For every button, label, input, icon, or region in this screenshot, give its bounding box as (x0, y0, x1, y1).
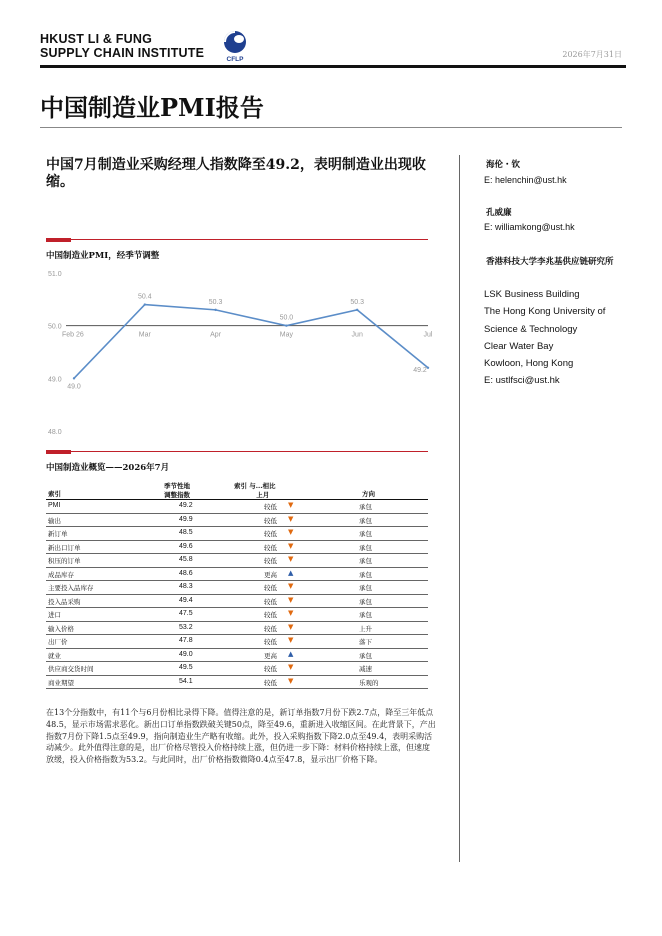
x-tick-label: Mar (138, 331, 151, 339)
col-compare-header-line1: 索引 与...相比 (234, 482, 276, 490)
row-compare: 较低 (264, 516, 277, 525)
row-index-name: 进口 (48, 611, 61, 619)
row-direction: 上升 (359, 624, 372, 633)
row-compare: 较低 (264, 584, 277, 592)
row-direction: 承包 (359, 584, 372, 592)
arrow-down-icon: ▼ (288, 609, 294, 617)
row-index-name: 积压的订单 (48, 557, 81, 565)
data-label: 49.2 (413, 366, 427, 374)
row-compare: 较低 (264, 611, 277, 619)
row-direction: 减速 (359, 665, 372, 673)
row-index-name: 输入价格 (48, 624, 74, 633)
summary-paragraph: 在13个分指数中，有11个与6月份相比录得下降。值得注意的是，新订单指数7月份下跌2.7点，降至三年低点48.5，显示市场需求恶化。新出口订单指数跌破关键50点，降至49.6，重新进入收缩区间。在此背景下，产出指数7月份下降1.5点至49.9，指向制造业生产略有收缩。此外，投入采购指数下降2.0点至49.4，表明采购活动减少。此外值得注意的是，出厂价格尽管投入价格持续上涨，但仍进一步下降：材料价格持续上涨，但速度放缓，投入价格指数为53.2。与此同时，出厂价格指数微降0.4点至47.8，显示出厂价格下降。 (46, 708, 436, 765)
col-value-header-line1: 季节性地 (164, 482, 190, 490)
pmi-data-point (356, 309, 358, 311)
arrow-down-icon: ▼ (288, 555, 294, 563)
table-row (46, 595, 428, 609)
row-value: 47.8 (179, 637, 193, 644)
col-index-header: 索引 (48, 490, 61, 498)
row-value: 48.6 (179, 569, 193, 577)
row-compare: 较低 (264, 665, 277, 673)
row-direction: 承包 (359, 651, 372, 660)
arrow-down-icon: ▼ (288, 514, 294, 523)
y-tick-label: 48.0 (48, 429, 62, 436)
col-direction-header: 方向 (362, 490, 375, 498)
row-value: 45.8 (179, 556, 193, 563)
row-compare: 较低 (264, 503, 277, 511)
arrow-down-icon: ▼ (288, 636, 294, 644)
table-row (46, 541, 428, 555)
row-direction: 承包 (359, 570, 372, 579)
arrow-up-icon: ▲ (288, 568, 294, 577)
pmi-line-chart (40, 262, 440, 442)
address-line: Science & Technology (484, 323, 578, 335)
contact-1-name: 海伦・钦 (486, 160, 521, 170)
data-label: 50.4 (137, 293, 152, 301)
row-index-name: 商业期望 (48, 678, 74, 687)
row-direction: 承包 (359, 611, 372, 619)
contact-2-name: 孔威廉 (486, 208, 512, 218)
row-value: 49.9 (179, 515, 193, 523)
table-row (46, 622, 428, 636)
pmi-data-point (214, 309, 216, 311)
row-compare: 较低 (264, 678, 277, 687)
sidebar-divider (459, 155, 460, 862)
row-index-name: 输出 (48, 516, 61, 525)
row-value: 49.0 (179, 650, 193, 658)
row-compare: 较低 (264, 530, 277, 538)
row-value: 53.2 (179, 623, 193, 631)
row-compare: 较低 (264, 557, 277, 565)
table-row (46, 635, 428, 649)
row-direction: 承包 (359, 597, 372, 606)
table-row (46, 662, 428, 676)
row-index-name: 成品库存 (48, 570, 74, 579)
pmi-overview-table (46, 482, 428, 689)
address-line: The Hong Kong University of (484, 306, 606, 318)
table-row (46, 500, 428, 514)
logo-line-1: HKUST LI & FUNG (40, 32, 153, 46)
row-index-name: 主要投入品库存 (48, 584, 94, 592)
table-body (46, 500, 428, 689)
row-direction: 承包 (359, 516, 372, 525)
chart-section-rule (46, 239, 428, 240)
row-index-name: 出厂价 (48, 638, 68, 646)
chart-section-title: 中国制造业PMI，经季节调整 (46, 251, 160, 261)
table-row (46, 554, 428, 568)
row-value: 49.2 (179, 502, 193, 509)
row-compare: 更高 (264, 570, 277, 579)
row-direction: 承包 (359, 543, 372, 552)
row-compare: 较低 (264, 597, 277, 606)
pmi-data-point (285, 324, 287, 326)
data-label: 50.3 (350, 298, 365, 306)
row-value: 54.1 (179, 677, 193, 685)
row-compare: 较低 (264, 624, 277, 633)
institute-address (484, 286, 605, 390)
row-value: 48.3 (179, 583, 193, 590)
row-compare: 更高 (264, 651, 277, 660)
table-row (46, 568, 428, 582)
title-rule (40, 127, 622, 128)
logo-mark-text: CFLP (226, 56, 244, 63)
institute-name: 香港科技大学李兆基供应链研究所 (486, 257, 614, 267)
address-line: Kowloon, Hong Kong (484, 358, 574, 370)
col-compare-header (234, 481, 276, 499)
arrow-down-icon: ▼ (288, 582, 294, 590)
col-value-header (164, 481, 190, 499)
y-tick-label: 49.0 (48, 376, 62, 384)
table-section-title: 中国制造业概览——2026年7月 (46, 463, 170, 473)
pmi-data-point (144, 303, 146, 305)
arrow-down-icon: ▼ (288, 501, 294, 509)
row-value: 49.6 (179, 542, 193, 550)
row-direction: 承包 (359, 530, 372, 538)
row-index-name: 新订单 (48, 530, 68, 538)
contact-2-email[interactable]: E: williamkong@ust.hk (484, 222, 575, 232)
table-row (46, 608, 428, 622)
table-header (46, 482, 428, 500)
row-value: 48.5 (179, 529, 193, 536)
row-value: 47.5 (179, 610, 193, 617)
arrow-down-icon: ▼ (288, 528, 294, 536)
arrow-down-icon: ▼ (288, 541, 294, 550)
arrow-down-icon: ▼ (288, 622, 294, 631)
row-index-name: PMI (48, 502, 61, 509)
table-row (46, 649, 428, 663)
x-tick-label: Jun (351, 331, 363, 339)
table-row (46, 581, 428, 595)
arrow-down-icon: ▼ (288, 595, 294, 604)
row-index-name: 供应商交货时间 (48, 665, 94, 673)
table-row (46, 676, 428, 690)
row-index-name: 就业 (48, 651, 61, 660)
x-tick-label: May (279, 331, 294, 339)
header-rule (40, 65, 626, 68)
report-title: 中国制造业PMI报告 (40, 93, 264, 122)
row-direction: 落下 (359, 638, 372, 646)
row-direction: 承包 (359, 503, 372, 511)
data-label: 50.0 (279, 314, 294, 322)
institute-logo-text (40, 33, 204, 60)
institute-email[interactable]: E: ustlfsci@ust.hk (484, 375, 560, 387)
cflp-logo-icon (220, 30, 252, 64)
pmi-series-line (74, 305, 428, 379)
data-label: 50.3 (208, 298, 223, 306)
col-compare-header-line2: 上月 (256, 491, 270, 499)
col-value-header-line2: 调整指数 (164, 491, 190, 499)
x-tick-label: Apr (210, 331, 222, 339)
y-tick-label: 51.0 (48, 271, 62, 278)
row-value: 49.5 (179, 664, 193, 671)
x-tick-label: Feb 26 (62, 331, 84, 339)
data-label: 49.0 (67, 383, 81, 391)
report-date: 2026年7月31日 (562, 50, 622, 59)
address-line: Clear Water Bay (484, 340, 554, 352)
table-section-rule (46, 451, 428, 452)
row-compare: 较低 (264, 638, 277, 646)
row-index-name: 投入品采购 (48, 597, 81, 606)
table-row (46, 527, 428, 541)
row-direction: 乐观的 (359, 678, 379, 687)
row-direction: 承包 (359, 557, 372, 565)
pmi-data-point (427, 367, 429, 369)
row-compare: 较低 (264, 543, 277, 552)
arrow-down-icon: ▼ (288, 676, 294, 685)
x-tick-label: Jul (423, 331, 433, 339)
logo-line-2: SUPPLY CHAIN INSTITUTE (40, 45, 205, 60)
address-line: LSK Business Building (484, 289, 580, 300)
row-value: 49.4 (179, 596, 193, 604)
row-index-name: 新出口订单 (48, 543, 81, 552)
contact-1-email[interactable]: E: helenchin@ust.hk (484, 175, 567, 185)
arrow-up-icon: ▲ (288, 649, 294, 658)
y-tick-label: 50.0 (48, 323, 62, 331)
arrow-down-icon: ▼ (288, 663, 294, 671)
table-row (46, 514, 428, 528)
pmi-data-point (73, 377, 75, 379)
report-headline: 中国7月制造业采购经理人指数降至49.2，表明制造业出现收缩。 (46, 157, 426, 190)
